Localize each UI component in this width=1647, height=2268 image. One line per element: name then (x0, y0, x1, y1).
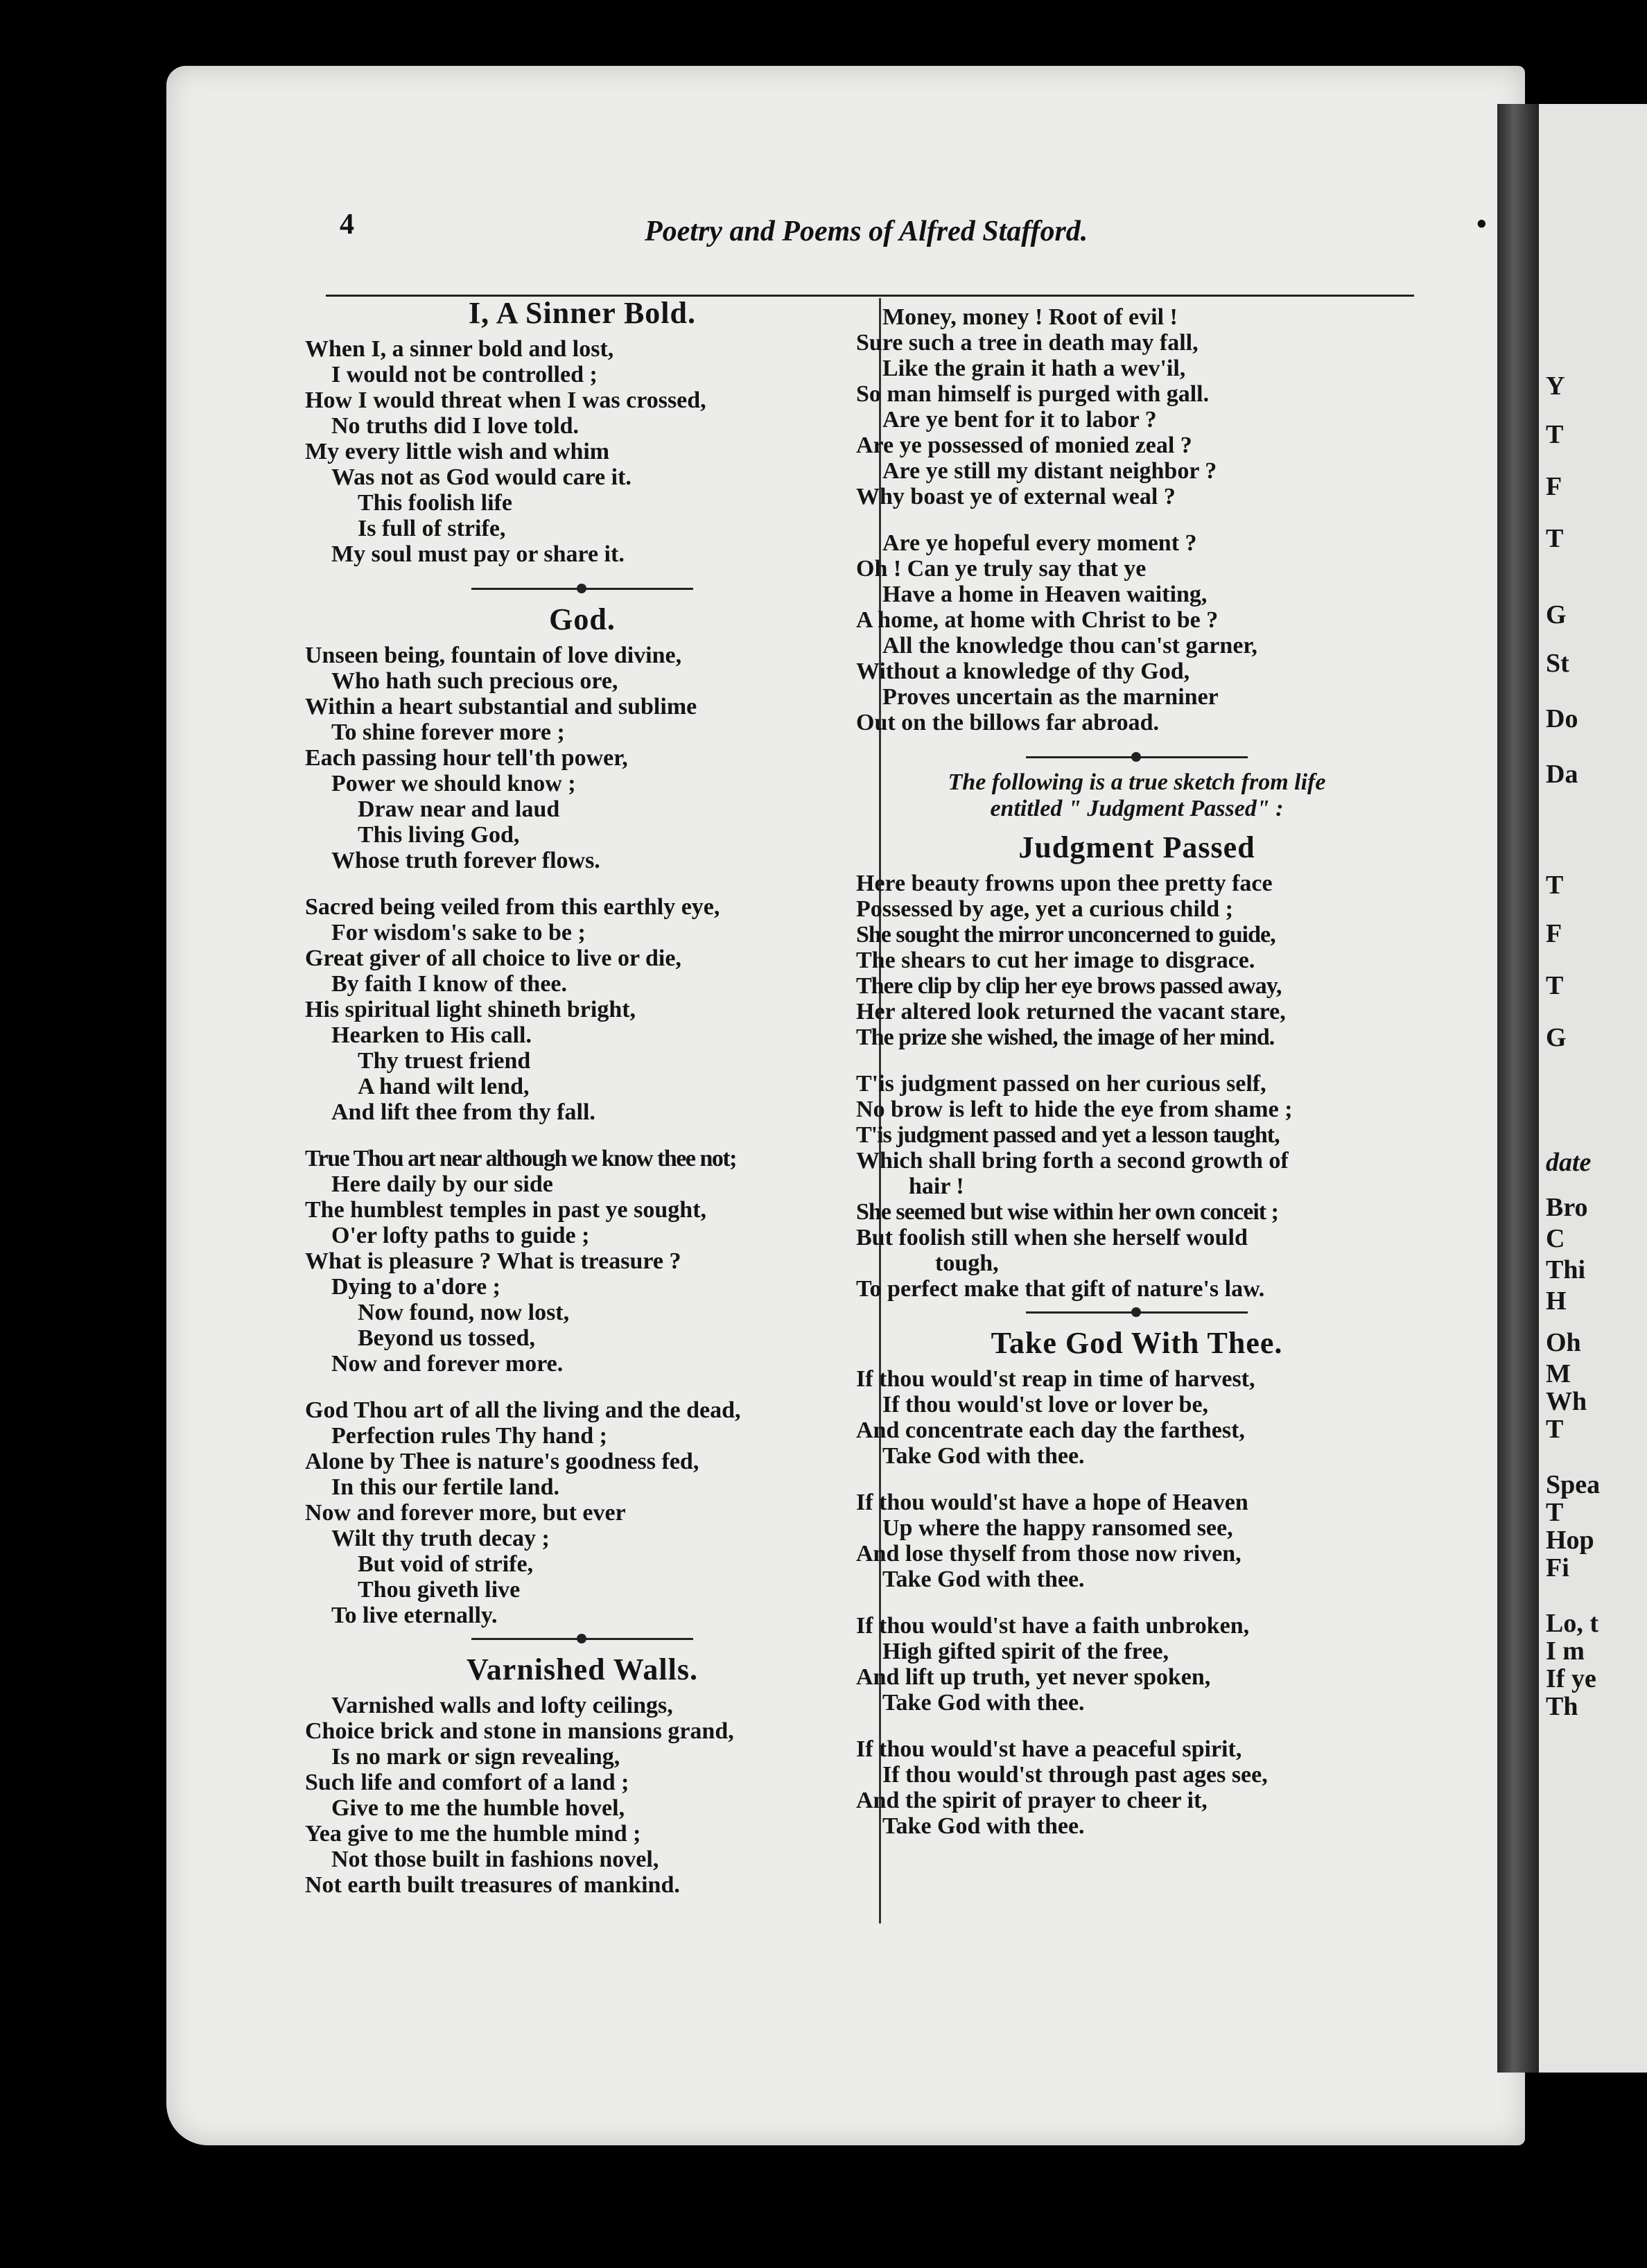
poem-line: Out on the billows far abroad. (856, 710, 1160, 735)
poem-line: Like the grain it hath a wev'il, (882, 356, 1186, 381)
poem-sinner-stanza (305, 336, 860, 567)
poem-line: A home, at home with Christ to be ? (856, 607, 1219, 633)
poem-line: In this our fertile land. (331, 1474, 560, 1500)
poem-line: She seemed but wise within her own conceit ; (856, 1199, 1278, 1225)
facing-page-fragment: T (1546, 871, 1564, 900)
facing-page-fragment: St (1546, 649, 1569, 678)
poem-line: To live eternally. (331, 1603, 498, 1628)
poem-line: Choice brick and stone in mansions grand, (305, 1718, 734, 1744)
facing-page-fragment: Lo, t (1546, 1609, 1598, 1638)
poem-line: To perfect make that gift of nature's law. (856, 1276, 1265, 1302)
poem-line: High gifted spirit of the free, (882, 1639, 1169, 1664)
poem-line: True Thou art near although we know thee not; (305, 1146, 736, 1171)
poem-line: The humblest temples in past ye sought, (305, 1197, 707, 1223)
poem-line: To shine forever more ; (331, 719, 565, 745)
poem-take-god-stanza (856, 1366, 1418, 1469)
facing-page-fragment: Do (1546, 704, 1578, 733)
poem-line: Perfection rules Thy hand ; (331, 1423, 607, 1449)
section-divider (1026, 756, 1248, 758)
poem-line: This living God, (358, 822, 520, 848)
poem-line: Whose truth forever flows. (331, 848, 600, 873)
poem-line: Beyond us tossed, (358, 1325, 536, 1351)
facing-page-fragment: G (1546, 600, 1567, 629)
poem-line: Possessed by age, yet a curious child ; (856, 896, 1233, 922)
facing-page-fragment: Da (1546, 760, 1578, 789)
poem-line: Give to me the humble hovel, (331, 1795, 625, 1821)
poem-varnished-stanza (856, 530, 1418, 735)
facing-page-fragment: Bro (1546, 1193, 1588, 1222)
poem-line: And the spirit of prayer to cheer it, (856, 1788, 1208, 1813)
facing-page-fragment: T (1546, 420, 1564, 449)
poem-line: And lift up truth, yet never spoken, (856, 1664, 1211, 1690)
right-column (856, 288, 1418, 1860)
poem-line: hair ! (909, 1174, 964, 1199)
section-divider (471, 1638, 693, 1640)
poem-line: And lift thee from thy fall. (331, 1099, 595, 1125)
section-divider (471, 588, 693, 590)
facing-page-fragment: Y (1546, 372, 1565, 401)
poem-take-god-stanza (856, 1736, 1418, 1839)
poem-line: Thy truest friend (358, 1048, 531, 1074)
facing-page-fragment: M (1546, 1359, 1571, 1388)
facing-page-fragment: date (1546, 1148, 1592, 1177)
poem-line: By faith I know of thee. (331, 971, 568, 997)
poem-line: But void of strife, (358, 1551, 534, 1577)
poem-line: Sacred being veiled from this earthly eye, (305, 894, 720, 920)
poem-title-god: God. (549, 602, 616, 636)
poem-line: Money, money ! Root of evil ! (882, 304, 1178, 330)
facing-page-fragment: T (1546, 524, 1564, 553)
poem-line: Not earth built treasures of mankind. (305, 1872, 680, 1898)
poem-line: My every little wish and whim (305, 439, 610, 464)
header-dot: • (1476, 209, 1487, 241)
poem-line: And lose thyself from those now riven, (856, 1541, 1241, 1567)
poem-line: Unseen being, fountain of love divine, (305, 643, 682, 668)
facing-page-edge (1539, 104, 1647, 2073)
poem-line: Not those built in fashions novel, (331, 1847, 659, 1872)
poem-line: Here daily by our side (331, 1171, 553, 1197)
poem-title-varnished-walls: Varnished Walls. (467, 1652, 698, 1686)
poem-line: And concentrate each day the farthest, (856, 1418, 1245, 1443)
poem-take-god-stanza (856, 1490, 1418, 1592)
poem-title-judgment-passed: Judgment Passed (1018, 830, 1255, 864)
poem-line: Take God with thee. (882, 1690, 1085, 1716)
poem-line: If thou would'st have a peaceful spirit, (856, 1736, 1242, 1762)
poem-line: Yea give to me the humble mind ; (305, 1821, 641, 1847)
poem-title-take-god-with-thee: Take God With Thee. (991, 1326, 1283, 1360)
poem-line: Are ye bent for it to labor ? (882, 407, 1157, 433)
poem-god-stanza (305, 1146, 860, 1377)
facing-page-fragment: Hop (1546, 1526, 1594, 1555)
poem-line: Now found, now lost, (358, 1300, 570, 1325)
poem-line: If thou would'st love or lover be, (882, 1392, 1209, 1418)
poem-line: Why boast ye of external weal ? (856, 484, 1176, 509)
poem-line: What is pleasure ? What is treasure ? (305, 1248, 681, 1274)
poem-line: Within a heart substantial and sublime (305, 694, 697, 719)
page-number: 4 (340, 209, 354, 241)
facing-page-fragment: H (1546, 1286, 1567, 1316)
poem-line: Is no mark or sign revealing, (331, 1744, 620, 1770)
poem-line: Hearken to His call. (331, 1022, 532, 1048)
facing-page-fragment: T (1546, 1415, 1564, 1444)
poem-line: Proves uncertain as the marniner (882, 684, 1219, 710)
facing-page-fragment: Thi (1546, 1255, 1586, 1284)
facing-page-fragment: F (1546, 472, 1562, 501)
poem-line: Take God with thee. (882, 1567, 1085, 1592)
poem-line: When I, a sinner bold and lost, (305, 336, 614, 362)
poem-line: Alone by Thee is nature's goodness fed, (305, 1449, 699, 1474)
facing-page-fragment: C (1546, 1224, 1565, 1253)
poem-line: Who hath such precious ore, (331, 668, 618, 694)
facing-page-fragment: Spea (1546, 1470, 1601, 1499)
poem-line: His spiritual light shineth bright, (305, 997, 636, 1022)
poem-line: Her altered look returned the vacant stare, (856, 999, 1286, 1024)
poem-line: Was not as God would care it. (331, 464, 631, 490)
poem-line: Now and forever more. (331, 1351, 564, 1377)
facing-page-fragment: F (1546, 919, 1562, 948)
poem-line: tough, (935, 1250, 999, 1276)
poem-line: Are ye still my distant neighbor ? (882, 458, 1217, 484)
judgment-intro: entitled " Judgment Passed" : (990, 796, 1284, 821)
poem-line: This foolish life (358, 490, 512, 516)
poem-line: God Thou art of all the living and the dead, (305, 1397, 741, 1423)
poem-line: Have a home in Heaven waiting, (882, 582, 1208, 607)
poem-line: Oh ! Can ye truly say that ye (856, 556, 1147, 582)
section-divider (1026, 1311, 1248, 1314)
poem-line: Dying to a'dore ; (331, 1274, 500, 1300)
poem-line: Wilt thy truth decay ; (331, 1526, 550, 1551)
poem-line: Great giver of all choice to live or die, (305, 945, 681, 971)
poem-line: Power we should know ; (331, 771, 576, 796)
poem-line: Sure such a tree in death may fall, (856, 330, 1199, 356)
poem-line: If thou would'st have a faith unbroken, (856, 1613, 1250, 1639)
poem-line: Draw near and laud (358, 796, 560, 822)
poem-line: No brow is left to hide the eye from shame ; (856, 1097, 1293, 1122)
poem-line: If thou would'st reap in time of harvest, (856, 1366, 1255, 1392)
poem-line: If thou would'st have a hope of Heaven (856, 1490, 1248, 1515)
poem-line: Thou giveth live (358, 1577, 521, 1603)
facing-page-fragment: Oh (1546, 1328, 1581, 1357)
poem-line: Which shall bring forth a second growth of (856, 1148, 1289, 1174)
poem-title-sinner: I, A Sinner Bold. (469, 296, 696, 330)
left-column (305, 288, 860, 1919)
poem-line: Are ye hopeful every moment ? (882, 530, 1197, 556)
facing-page-fragment: Wh (1546, 1387, 1587, 1416)
poem-line: Each passing hour tell'th power, (305, 745, 628, 771)
facing-page-fragment: T (1546, 1498, 1564, 1527)
poem-line: Take God with thee. (882, 1443, 1085, 1469)
poem-line: Up where the happy ransomed see, (882, 1515, 1233, 1541)
poem-judgment-stanza (856, 1071, 1418, 1302)
poem-line: Is full of strife, (358, 516, 506, 541)
poem-line: Here beauty frowns upon thee pretty face (856, 871, 1273, 896)
poem-line: There clip by clip her eye brows passed away, (856, 973, 1282, 999)
poem-line: Now and forever more, but ever (305, 1500, 626, 1526)
facing-page-fragment: G (1546, 1023, 1567, 1052)
poem-line: All the knowledge thou can'st garner, (882, 633, 1257, 658)
poem-line: Varnished walls and lofty ceilings, (331, 1693, 673, 1718)
running-title: Poetry and Poems of Alfred Stafford. (645, 216, 1088, 247)
facing-page-fragment: I m (1546, 1637, 1585, 1666)
poem-line: O'er lofty paths to guide ; (331, 1223, 590, 1248)
poem-god-stanza (305, 643, 860, 873)
poem-line: For wisdom's sake to be ; (331, 920, 586, 945)
poem-line: A hand wilt lend, (358, 1074, 530, 1099)
poem-line: How I would threat when I was crossed, (305, 387, 706, 413)
poem-line: No truths did I love told. (331, 413, 580, 439)
judgment-intro: The following is a true sketch from life (948, 769, 1326, 795)
poem-line: Such life and comfort of a land ; (305, 1770, 629, 1795)
poem-take-god-stanza (856, 1613, 1418, 1716)
poem-line: T'is judgment passed and yet a lesson taught, (856, 1122, 1280, 1148)
poem-god-stanza (305, 894, 860, 1125)
facing-page-fragment: T (1546, 971, 1564, 1000)
poem-line: The prize she wished, the image of her mind. (856, 1024, 1275, 1050)
facing-page-fragment: Fi (1546, 1553, 1569, 1582)
poem-varnished-stanza (305, 1693, 860, 1898)
poem-line: Are ye possessed of monied zeal ? (856, 433, 1192, 458)
poem-line: The shears to cut her image to disgrace. (856, 948, 1255, 973)
poem-line: Without a knowledge of thy God, (856, 658, 1190, 684)
poem-god-stanza (305, 1397, 860, 1628)
facing-page-fragment: Th (1546, 1692, 1578, 1721)
book-spine (1497, 104, 1539, 2073)
poem-varnished-stanza (856, 304, 1418, 509)
poem-line: T'is judgment passed on her curious self, (856, 1071, 1266, 1097)
poem-line: Take God with thee. (882, 1813, 1085, 1839)
poem-line: My soul must pay or share it. (331, 541, 625, 567)
poem-line: If thou would'st through past ages see, (882, 1762, 1268, 1788)
poem-line: So man himself is purged with gall. (856, 381, 1210, 407)
poem-line: But foolish still when she herself would (856, 1225, 1248, 1250)
facing-page-fragment: If ye (1546, 1664, 1596, 1693)
poem-judgment-stanza (856, 871, 1418, 1050)
poem-line: She sought the mirror unconcerned to guide, (856, 922, 1275, 948)
poem-line: I would not be controlled ; (331, 362, 598, 387)
